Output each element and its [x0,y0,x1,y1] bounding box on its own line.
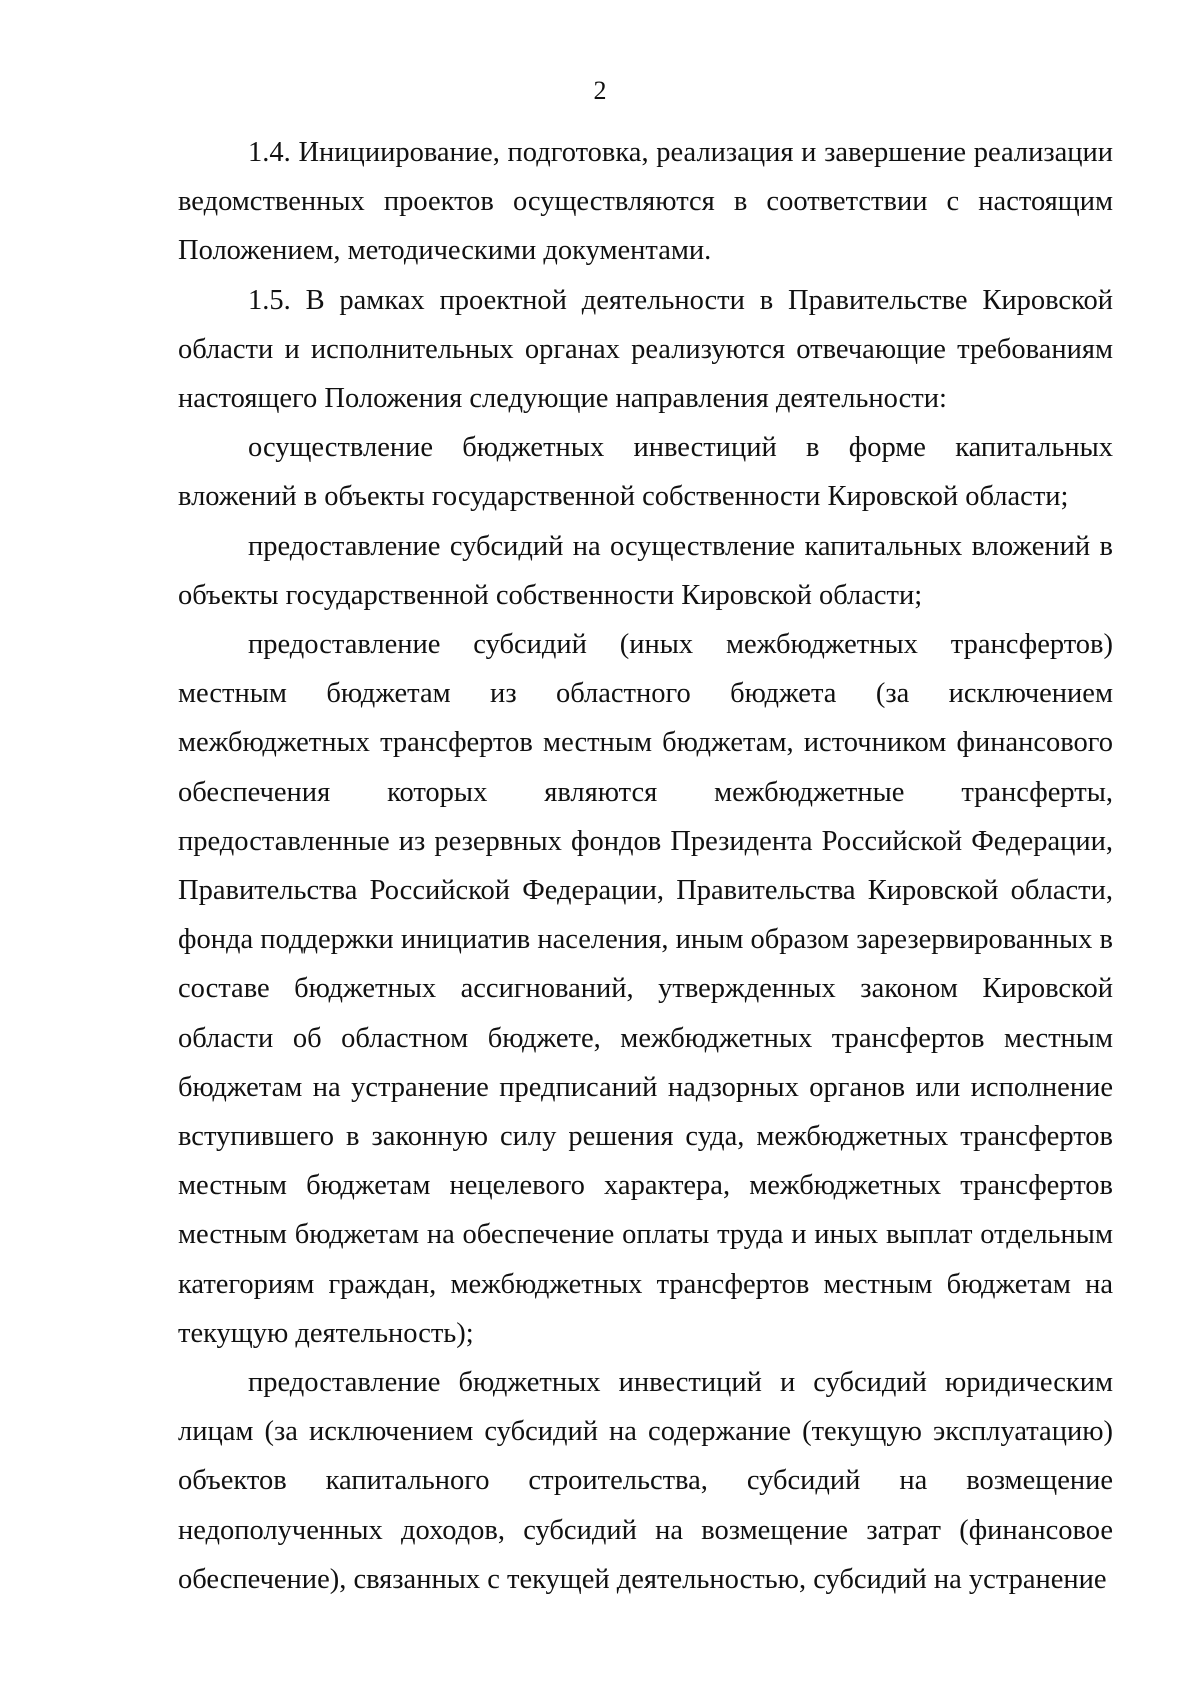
list-item-legal-entity-investments: предоставление бюджетных инвестиций и субсидий юридическим лицам (за исключением субсидий на содержание (текущую эксплуатацию) объектов капитального строительства, субсидий на возмещение недополученных доходов, субсидий на возмещение затрат (финансовое обеспечение), связанных с текущей деятельностью, субсидий на устранение [178,1367,1113,1595]
list-item-capital-subsidies: предоставление субсидий на осуществление капитальных вложений в объекты государственной собственности Кировской области; [178,530,1113,611]
page-number: 2 [593,76,607,105]
list-item-interbudget-transfers: предоставление субсидий (иных межбюджетных трансфертов) местным бюджетам из областного бюджета (за исключением межбюджетных трансфертов местным бюджетам, источником финансового обеспечения которых являются межбюджетные трансферты, предоставленные из резервных фондов Президента Российской Федерации, Правительства Российской Федерации, Правительства Кировской области, фонда поддержки инициатив населения, иным образом зарезервированных в составе бюджетных ассигнований, утвержденных законом Кировской области об областном бюджете, межбюджетных трансфертов местным бюджетам на устранение предписаний надзорных органов или исполнение вступившего в законную силу решения суда, межбюджетных трансфертов местным бюджетам нецелевого характера, межбюджетных трансфертов местным бюджетам на обеспечение оплаты труда и иных выплат отдельным категориям граждан, межбюджетных трансфертов местным бюджетам на текущую деятельность); [178,629,1113,1349]
list-item-capital-investments: осуществление бюджетных инвестиций в форме капитальных вложений в объекты государственной собственности Кировской области; [178,432,1113,513]
paragraph-1-4: 1.4. Инициирование, подготовка, реализация и завершение реализации ведомственных проектов осуществляются в соответствии с настоящим Положением, методическими документами. [178,137,1113,267]
paragraph-1-5: 1.5. В рамках проектной деятельности в Правительстве Кировской области и исполнительных органах реализуются отвечающие требованиям настоящего Положения следующие направления деятельности: [178,284,1113,415]
document-body [178,128,1113,1604]
